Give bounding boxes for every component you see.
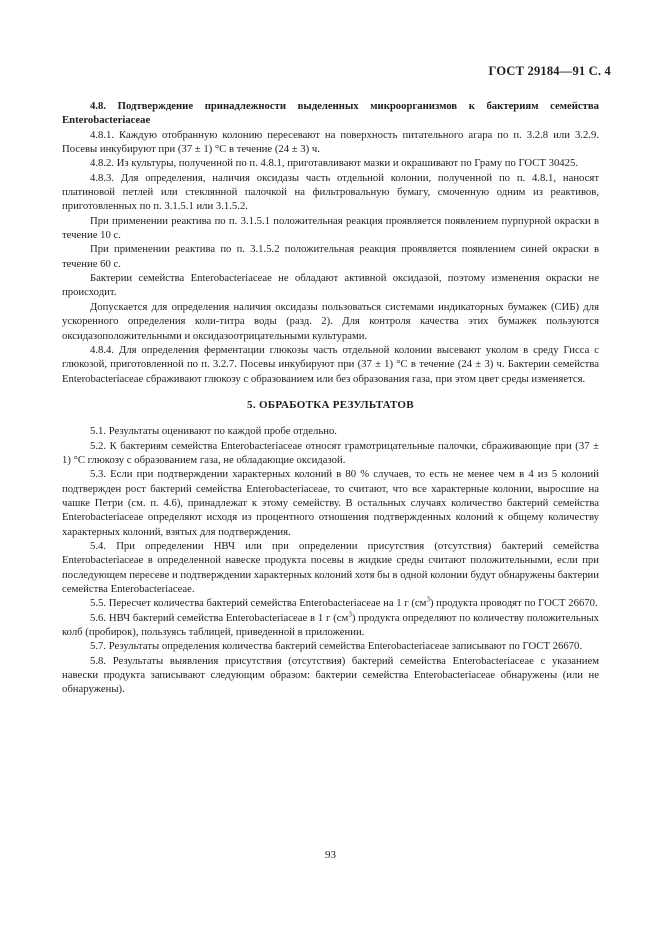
superscript: 3	[426, 595, 430, 604]
paragraph-purple-reaction: При применении реактива по п. 3.1.5.1 положительная реакция проявляется появлением пурпурной окраски в течение 10 с.	[62, 214, 599, 242]
paragraph-5-3: 5.3. Если при подтверждении характерных колоний в 80 % случаев, то есть не менее чем в 4 из 5 колоний подтвержден рост бактерий семейства Enterobacteriaceae, то считают, что все характерные колонии, выросшие на чашке Петри (см. п. 4.6), принадлежат к этому семейству. В остальных случаях количество бактерий семейства Enterobacteriaceae определяют исходя из процентного отношения подтвержденных колоний к общему количеству характерных колоний, взятых для подтверждения.	[62, 468, 599, 538]
running-header: ГОСТ 29184—91 С. 4	[488, 64, 611, 78]
paragraph-blue-reaction: При применении реактива по п. 3.1.5.2 положительная реакция проявляется появлением синей окраски в течение 60 с.	[62, 243, 599, 270]
paragraph-4-8-2: 4.8.2. Из культуры, полученной по п. 4.8.1, приготавливают мазки и окрашивают по Граму по ГОСТ 30425.	[90, 157, 578, 170]
paragraph-5-5	[62, 596, 599, 610]
paragraph-5-2: 5.2. К бактериям семейства Enterobacteriaceae относят грамотрицательные палочки, сбраживающие при (37 ± 1) °С глюкозу с образованием газа, не обладающие оксидазой.	[62, 439, 599, 466]
paragraph-5-5-text-end: ) продукта проводят по ГОСТ 26670.	[429, 597, 598, 610]
paragraph-5-6	[62, 611, 599, 640]
paragraph-5-8: 5.8. Результаты выявления присутствия (отсутствия) бактерий семейства Enterobacteriaceae с указанием навески продукта записывают следующим образом: бактерии семейства Enterobacteriaceae обнаружены (или не обнаружены).	[62, 654, 599, 696]
paragraph-4-8-1: 4.8.1. Каждую отобранную колонию пересевают на поверхность питательного агара по п. 3.2.8 или 3.2.9. Посевы инкубируют при (37 ± 1) °С в течение (24 ± 3) ч.	[62, 128, 599, 156]
paragraph-5-4: 5.4. При определении НВЧ или при определении присутствия (отсутствия) бактерий семейства Enterobacteriaceae в определенной навеске продукта посевы в жидкие среды считают положительными, если при последующем пересеве и подтверждении характерных колоний хотя бы в одной колонии будут обнаружены бактерии семейства Enterobacteriaceae.	[62, 539, 599, 595]
paragraph-5-7: 5.7. Результаты определения количества бактерий семейства Enterobacteriaceae записывают по ГОСТ 26670.	[90, 640, 583, 653]
section-5-heading: 5. ОБРАБОТКА РЕЗУЛЬТАТОВ	[247, 398, 414, 411]
paragraph-5-1: 5.1. Результаты оценивают по каждой пробе отдельно.	[90, 425, 337, 438]
superscript: 3	[348, 610, 352, 619]
paragraph-4-8-4: 4.8.4. Для определения ферментации глюкозы часть отдельной колонии высевают уколом в среду Гисса с глюкозой, приготовленной по п. 3.2.7. Посевы инкубируют при (37 ± 1) °С в течение (24 ± 3) ч. Бактерии семейства Enterobacteriaceae сбраживают глюкозу с образованием или без образования газа, при этом цвет среды изменяется.	[62, 343, 599, 385]
section-4-8-title: 4.8. Подтверждение принадлежности выделенных микроорганизмов к бактериям семейства Enterobacteriaceae	[62, 100, 599, 127]
paragraph-5-6-text: 5.6. НВЧ бактерий семейства Enterobacteriaceae в 1 г (см	[90, 611, 349, 624]
paragraph-sib: Допускается для определения наличия оксидазы пользоваться системами индикаторных бумажек (СИБ) для ускоренного определения коли-титра воды (разд. 2). Для контроля качества этих бумажек пользуются оксидазоположительными и оксидазоотрицательными культурами.	[62, 300, 599, 342]
page-number: 93	[325, 849, 336, 861]
paragraph-4-8-3: 4.8.3. Для определения, наличия оксидазы часть отдельной колонии, полученной по п. 4.8.1, наносят платиновой петлей или стеклянной палочкой на фильтровальную бумагу, смоченную одним из реактивов, приготовленных по п. 3.1.5.1 или 3.1.5.2.	[62, 171, 599, 213]
paragraph-5-6-text-end: ) продукта определяют по количеству положительных колб (пробирок), пользуясь таблицей, приведенной в приложении.	[62, 611, 599, 639]
paragraph-no-oxidase: Бактерии семейства Enterobacteriaceae не обладают активной оксидазой, поэтому изменения окраски не происходит.	[62, 272, 599, 299]
page-body	[62, 99, 599, 697]
paragraph-5-5-text: 5.5. Пересчет количества бактерий семейства Enterobacteriaceae на 1 г (см	[90, 597, 427, 610]
